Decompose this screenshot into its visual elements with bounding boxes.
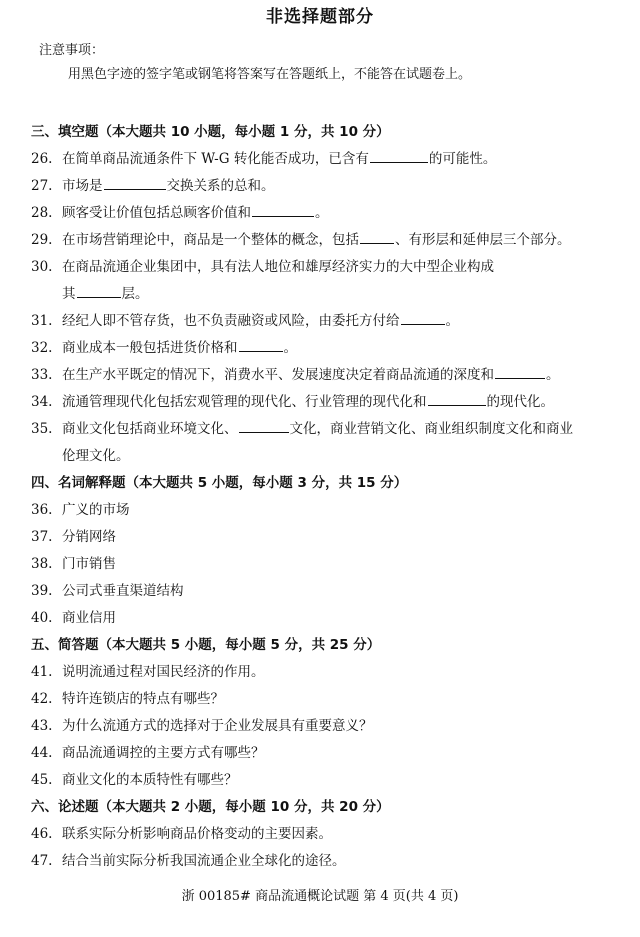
question-number: 29.	[31, 232, 53, 248]
question-text: 特许连锁店的特点有哪些？	[62, 691, 224, 707]
question-number: 37.	[31, 529, 53, 545]
answer-blank	[252, 201, 314, 217]
question-number: 31.	[31, 313, 53, 329]
section-heading-essay: 六、论述题（本大题共 2 小题，每小题 10 分，共 20 分）	[31, 799, 390, 815]
section-heading-fill-blank: 三、填空题（本大题共 10 小题，每小题 1 分，共 10 分）	[31, 124, 390, 140]
question-number: 30.	[31, 259, 53, 275]
answer-blank	[495, 363, 545, 379]
question-36	[31, 497, 621, 524]
answer-blank	[77, 282, 121, 298]
question-text: 在简单商品流通条件下 W-G 转化能否成功，已含有 的可能性。	[62, 146, 621, 173]
question-44	[31, 740, 621, 767]
question-number: 33.	[31, 367, 53, 383]
question-35	[31, 416, 621, 470]
question-text: 分销网络	[62, 529, 116, 545]
page-footer: 浙 00185# 商品流通概论试题 第 4 页(共 4 页)	[181, 889, 459, 904]
question-number: 47.	[31, 853, 53, 869]
question-33	[31, 362, 621, 389]
page-title: 非选择题部分	[266, 7, 374, 27]
question-list	[31, 119, 621, 875]
question-29	[31, 227, 621, 254]
question-46	[31, 821, 621, 848]
answer-blank	[104, 174, 166, 190]
question-text: 商业文化的本质特性有哪些？	[62, 772, 238, 788]
answer-blank	[239, 417, 289, 433]
question-text: 在生产水平既定的情况下，消费水平、发展速度决定着商品流通的深度和 。	[62, 362, 621, 389]
question-26	[31, 146, 621, 173]
question-text: 在商品流通企业集团中，具有法人地位和雄厚经济实力的大中型企业构成 其 层。	[62, 259, 494, 302]
question-37	[31, 524, 621, 551]
question-number: 43.	[31, 718, 53, 734]
question-text: 商业信用	[62, 610, 116, 626]
question-text: 市场是 交换关系的总和。	[62, 173, 621, 200]
question-43	[31, 713, 621, 740]
answer-blank	[360, 228, 394, 244]
notice-text: 用黑色字迹的签字笔或钢笔将答案写在答题纸上，不能答在试题卷上。	[68, 67, 472, 82]
question-text: 流通管理现代化包括宏观管理的现代化、行业管理的现代化和 的现代化。	[62, 389, 621, 416]
question-42	[31, 686, 621, 713]
answer-blank	[239, 336, 283, 352]
question-number: 44.	[31, 745, 53, 761]
answer-blank	[370, 147, 428, 163]
question-text: 商业成本一般包括进货价格和 。	[62, 335, 621, 362]
question-text: 商品流通调控的主要方式有哪些？	[62, 745, 265, 761]
notice-label: 注意事项：	[39, 43, 105, 58]
question-number: 26.	[31, 151, 53, 167]
question-text: 在市场营销理论中，商品是一个整体的概念，包括 、有形层和延伸层三个部分。	[62, 227, 621, 254]
question-text: 结合当前实际分析我国流通企业全球化的途径。	[62, 853, 346, 869]
question-number: 28.	[31, 205, 53, 221]
question-text: 门市销售	[62, 556, 116, 572]
question-number: 46.	[31, 826, 53, 842]
question-number: 42.	[31, 691, 53, 707]
question-number: 35.	[31, 421, 53, 437]
question-number: 45.	[31, 772, 53, 788]
question-text: 商业文化包括商业环境文化、 文化，商业营销文化、商业组织制度文化和商业 伦理文化。	[62, 416, 621, 470]
question-number: 41.	[31, 664, 53, 680]
answer-blank	[401, 309, 445, 325]
question-27	[31, 173, 621, 200]
question-32	[31, 335, 621, 362]
question-text: 为什么流通方式的选择对于企业发展具有重要意义？	[62, 718, 373, 734]
question-number: 34.	[31, 394, 53, 410]
question-34	[31, 389, 621, 416]
answer-blank	[428, 390, 486, 406]
question-number: 39.	[31, 583, 53, 599]
question-47	[31, 848, 621, 875]
question-text: 广义的市场	[62, 502, 130, 518]
question-39	[31, 578, 621, 605]
question-number: 38.	[31, 556, 53, 572]
question-31	[31, 308, 621, 335]
question-text: 顾客受让价值包括总顾客价值和 。	[62, 200, 621, 227]
question-38	[31, 551, 621, 578]
question-number: 40.	[31, 610, 53, 626]
section-heading-definitions: 四、名词解释题（本大题共 5 小题，每小题 3 分，共 15 分）	[31, 475, 408, 491]
question-40	[31, 605, 621, 632]
question-text: 说明流通过程对国民经济的作用。	[62, 664, 265, 680]
question-text: 公司式垂直渠道结构	[62, 583, 184, 599]
question-number: 36.	[31, 502, 53, 518]
question-number: 32.	[31, 340, 53, 356]
question-number: 27.	[31, 178, 53, 194]
question-text: 联系实际分析影响商品价格变动的主要因素。	[62, 826, 332, 842]
section-heading-short-answer: 五、简答题（本大题共 5 小题，每小题 5 分，共 25 分）	[31, 637, 381, 653]
question-41	[31, 659, 621, 686]
question-30	[31, 254, 621, 308]
question-text: 经纪人即不管存货，也不负责融资或风险，由委托方付给 。	[62, 308, 621, 335]
question-28	[31, 200, 621, 227]
question-45	[31, 767, 621, 794]
